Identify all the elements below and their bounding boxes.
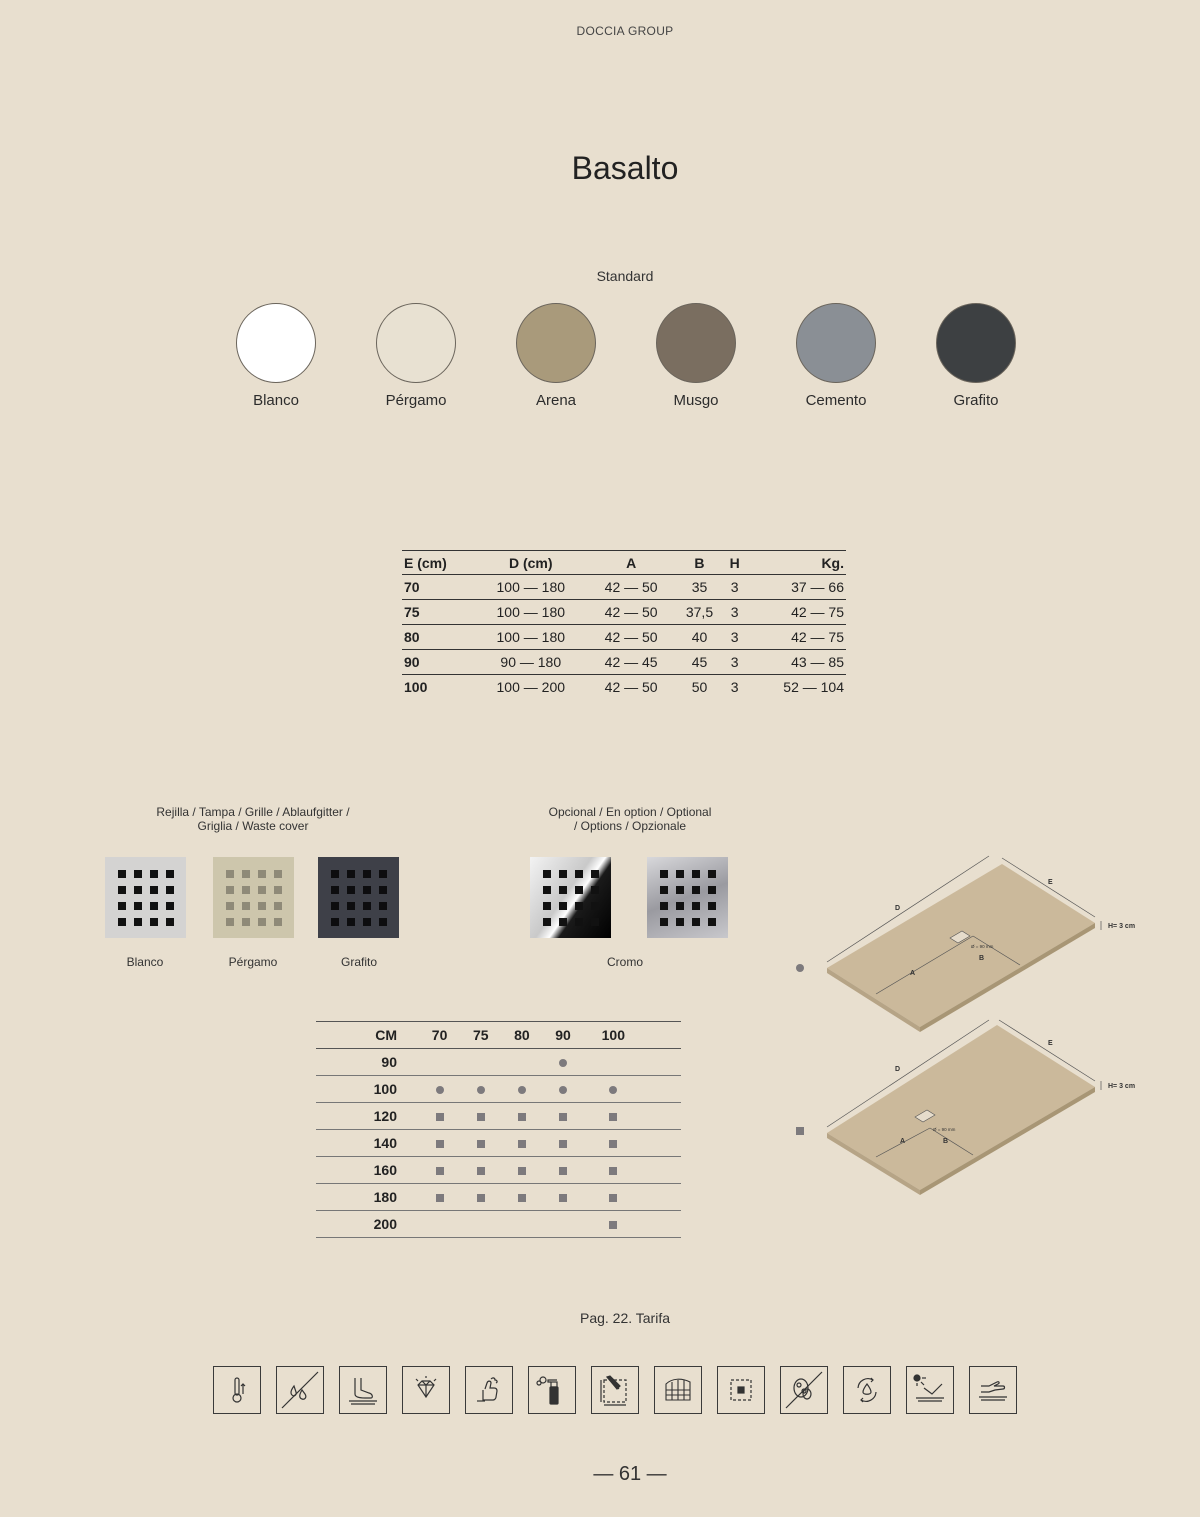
table-row [316,1049,681,1076]
grille-hole [150,918,158,926]
availability-cell [460,1157,501,1184]
col-header: H [724,551,746,575]
square-marker [436,1113,444,1121]
grille-hole [363,918,371,926]
label-a: A [900,1138,906,1145]
grille-hole [660,902,668,910]
grille-hole [575,918,583,926]
row-label: 140 [316,1130,419,1157]
availability-cell [460,1130,501,1157]
dot-marker [796,964,804,972]
table-row [316,1211,681,1238]
grille-hole [379,870,387,878]
grille-pergamo [213,857,294,938]
swatch-name: Blanco [253,392,299,409]
page-number: — 61 — [593,1463,667,1485]
availability-cell [542,1184,583,1211]
label-h: H= 3 cm [1108,1083,1136,1090]
grille-hole [591,870,599,878]
col-header: 90 [542,1022,583,1049]
col-header: 80 [501,1022,542,1049]
grille-name: Pérgamo [228,955,278,969]
square-marker [518,1140,526,1148]
grille-hole [347,870,355,878]
grille-hole [118,902,126,910]
availability-cell [460,1184,501,1211]
swatch-arena [486,303,626,409]
grille-hole [242,886,250,894]
grille-hole [363,902,371,910]
grille-header-line: Rejilla / Tampa / Grille / Ablaufgitter / [156,805,350,819]
cell: 75 [402,600,475,625]
cell: 3 [730,679,739,695]
swatch-name: Pérgamo [385,392,447,409]
availability-cell [584,1130,643,1157]
spacer-cell [643,1211,681,1238]
grille-hole [575,902,583,910]
col-header: D (cm) [475,551,587,575]
row-label: 200 [316,1211,419,1238]
availability-cell [542,1211,583,1238]
square-marker [559,1194,567,1202]
row-label: 180 [316,1184,419,1211]
grille-hole [676,870,684,878]
square-marker [559,1113,567,1121]
label-b: B [943,1138,949,1145]
availability-cell [419,1076,460,1103]
cell: 42 — 50 [587,625,675,650]
grille-hole [559,918,567,926]
square-marker [609,1194,617,1202]
color-dot [656,303,736,383]
availability-cell [542,1049,583,1076]
dot-marker [559,1059,567,1067]
optional-header-line: / Options / Opzionale [573,819,687,833]
recycle-drop-icon [843,1366,891,1414]
cell: 3 [724,650,746,675]
cutting-icon [591,1366,639,1414]
cell: 43 — 85 [746,650,846,675]
grille-hole [347,886,355,894]
grille-hole [150,886,158,894]
color-dot [516,303,596,383]
brand-name: DOCCIA GROUP [576,24,674,38]
col-header: 100 [584,1022,643,1049]
col-header: B [675,551,723,575]
grille-hole [258,870,266,878]
grille-hole [660,886,668,894]
grille-name: Cromo [606,955,643,969]
cell: 52 — 104 [783,679,844,695]
grille-hole [347,902,355,910]
grille-header-line: Griglia / Waste cover [197,819,309,833]
tray-top-1 [827,864,1095,1027]
availability-cell [584,1157,643,1184]
label-a: A [910,970,916,977]
uv-resistant-icon [906,1366,954,1414]
label-d: D [895,905,901,912]
grille-hole [134,902,142,910]
grille-hole [134,918,142,926]
optional-header [520,805,740,833]
availability-cell [460,1076,501,1103]
availability-cell [584,1184,643,1211]
spacer-cell [643,1130,681,1157]
color-dot [796,303,876,383]
grille-grafito [318,857,399,938]
swatch-name: Cemento [805,392,867,409]
swatch-blanco [206,303,346,409]
dot-marker [559,1086,567,1094]
grille-hole [258,902,266,910]
col-header: A [587,551,675,575]
cell: 100 — 180 [475,575,587,600]
grille-hole [708,870,716,878]
dot-marker [609,1086,617,1094]
spacer-cell [643,1103,681,1130]
availability-cell [542,1157,583,1184]
grille-hole [676,902,684,910]
cell: 70 [402,575,475,600]
cell: 35 [675,575,723,600]
grille-hole [676,886,684,894]
grille-hole [559,902,567,910]
feature-icons [213,1366,1017,1414]
table-header-row [402,551,846,575]
cell: 3 [724,600,746,625]
spacer-cell [643,1076,681,1103]
grille-cromo-2 [647,857,728,938]
col-header: Kg. [746,551,846,575]
availability-cell [419,1157,460,1184]
tray-diagram [790,850,1160,1210]
table-row [402,675,846,700]
grille-hole [575,870,583,878]
cell: 3 [724,575,746,600]
availability-cell [542,1076,583,1103]
grille-hole [347,918,355,926]
swatch-grafito [906,303,1046,409]
row-label: 160 [316,1157,419,1184]
grille-hole [274,870,282,878]
standard-label: Standard [596,268,654,284]
thermometer-icon [213,1366,261,1414]
table-row [316,1184,681,1211]
grille-hole [559,870,567,878]
availability-cell [584,1211,643,1238]
grille-hole [708,918,716,926]
grille-hole [118,886,126,894]
grille-hole [226,918,234,926]
col-header: E (cm) [402,551,475,575]
availability-cell [460,1049,501,1076]
cell: 37 — 66 [746,575,846,600]
grille-hole [363,870,371,878]
grille-hole [692,918,700,926]
spray-bottle-icon [528,1366,576,1414]
grille-hole [242,870,250,878]
square-marker [609,1140,617,1148]
spacer-cell [643,1049,681,1076]
grille-hole [226,886,234,894]
grille-hole [379,902,387,910]
availability-cell [460,1103,501,1130]
square-marker [609,1221,617,1229]
cell: 42 — 45 [587,650,675,675]
swatch-pergamo [346,303,486,409]
square-marker [609,1113,617,1121]
page-reference: Pag. 22. Tarifa [579,1310,671,1326]
table-row [316,1076,681,1103]
grille-header [130,805,376,833]
diamond-icon [402,1366,450,1414]
availability-cell [501,1076,542,1103]
grille-hole [543,870,551,878]
label-e: E [1048,1040,1053,1047]
swatch-name: Arena [535,392,577,409]
label-b: B [979,955,985,962]
square-marker [518,1194,526,1202]
cell: 80 [402,625,475,650]
square-marker [559,1140,567,1148]
grille-hole [134,886,142,894]
color-dot [936,303,1016,383]
availability-cell [501,1211,542,1238]
square-marker [477,1113,485,1121]
availability-cell [542,1130,583,1157]
swatch-cemento [766,303,906,409]
grille-hole [575,886,583,894]
grille-name: Grafito [340,955,377,969]
row-label: 100 [316,1076,419,1103]
swatch-musgo [626,303,766,409]
square-marker [609,1167,617,1175]
cell: 100 [404,679,428,695]
foot-icon [339,1366,387,1414]
grille-hole [258,918,266,926]
square-marker [436,1167,444,1175]
grille-hole [379,886,387,894]
grille-hole [331,870,339,878]
availability-cell [584,1076,643,1103]
page-title: Basalto [571,150,679,186]
square-marker [518,1167,526,1175]
grille-hole [258,886,266,894]
color-swatches [206,303,1046,409]
hand-touch-icon [969,1366,1017,1414]
grille-hole [242,918,250,926]
grille-hole [591,902,599,910]
row-label: 120 [316,1103,419,1130]
grille-hole [543,902,551,910]
grille-hole [708,886,716,894]
grille-hole [692,902,700,910]
grille-hole [274,918,282,926]
table-row [402,575,846,600]
grille-hole [559,886,567,894]
square-marker [477,1167,485,1175]
availability-cell [419,1049,460,1076]
cell: 42 — 50 [587,575,675,600]
grille-hole [150,870,158,878]
grille-hole [166,886,174,894]
grille-hole [543,886,551,894]
grille-hole [379,918,387,926]
grille-hole [331,902,339,910]
label-h: H= 3 cm [1108,923,1136,930]
availability-cell [460,1211,501,1238]
grille-hole [708,902,716,910]
cell: 42 — 75 [746,600,846,625]
dimensions-table [402,550,846,699]
label-drain: Ø = 90 mm [933,1127,956,1132]
grille-hole [166,918,174,926]
col-header: 75 [460,1022,501,1049]
grille-hole [274,886,282,894]
table-row [402,600,846,625]
cell: 100 — 180 [475,600,587,625]
cell: 42 — 50 [587,600,675,625]
swatch-name: Musgo [673,392,719,409]
square-marker [436,1140,444,1148]
label-d: D [895,1066,901,1073]
availability-cell [501,1049,542,1076]
square-marker [477,1140,485,1148]
spacer-cell [643,1184,681,1211]
cell: 100 — 180 [475,625,587,650]
availability-cell [501,1130,542,1157]
dot-marker [477,1086,485,1094]
grille-hole [150,902,158,910]
cell: 45 [675,650,723,675]
grille-hole [692,886,700,894]
color-palette-icon [654,1366,702,1414]
grille-hole [591,918,599,926]
cell: 37,5 [675,600,723,625]
cell: 90 [402,650,475,675]
square-marker [436,1194,444,1202]
cell: 90 — 180 [475,650,587,675]
grille-hole [118,870,126,878]
grille-hole [692,870,700,878]
availability-cell [419,1211,460,1238]
spacer-col [643,1022,681,1049]
color-dot [236,303,316,383]
grille-hole [331,886,339,894]
swatch-name: Grafito [953,392,999,409]
availability-cell [419,1184,460,1211]
label-e: E [1048,879,1053,886]
grille-hole [226,870,234,878]
grille-hole [166,870,174,878]
grille-blanco [105,857,186,938]
grille-hole [543,918,551,926]
cell: 50 [691,679,708,695]
availability-cell [584,1103,643,1130]
grille-hole [242,902,250,910]
availability-cell [419,1103,460,1130]
grille-hole [660,918,668,926]
grille-hole [166,902,174,910]
square-marker [477,1194,485,1202]
availability-cell [419,1130,460,1157]
cell: 42 — 75 [746,625,846,650]
dot-marker [436,1086,444,1094]
spacer-cell [643,1157,681,1184]
table-row [402,650,846,675]
table-row [316,1130,681,1157]
color-dot [376,303,456,383]
grille-hole [363,886,371,894]
tray-top-2 [827,1025,1095,1190]
no-water-drop-icon [276,1366,324,1414]
square-drain-icon [717,1366,765,1414]
table-row [402,625,846,650]
grille-name: Blanco [126,955,164,969]
dot-marker [518,1086,526,1094]
square-marker [559,1167,567,1175]
grille-cromo-1 [530,857,611,938]
no-bacteria-icon [780,1366,828,1414]
availability-cell [501,1184,542,1211]
optional-header-line: Opcional / En option / Optional [548,805,712,819]
grille-hole [134,870,142,878]
availability-cell [501,1103,542,1130]
row-label: 90 [316,1049,419,1076]
col-header: 70 [419,1022,460,1049]
availability-cell [542,1103,583,1130]
grille-hole [226,902,234,910]
col-header: CM [316,1022,419,1049]
availability-cell [501,1157,542,1184]
grille-hole [591,886,599,894]
thumbs-up-icon [465,1366,513,1414]
square-marker [796,1127,804,1135]
availability-table [316,1021,681,1238]
square-marker [518,1113,526,1121]
grille-hole [660,870,668,878]
grille-hole [118,918,126,926]
table-header-row [316,1022,681,1049]
table-row [316,1157,681,1184]
grille-hole [274,902,282,910]
cell: 42 — 50 [604,679,658,695]
cell: 40 [675,625,723,650]
cell: 3 [724,625,746,650]
label-drain: Ø = 90 mm [971,944,994,949]
grille-hole [676,918,684,926]
availability-cell [584,1049,643,1076]
table-row [316,1103,681,1130]
grille-hole [331,918,339,926]
cell: 100 — 200 [496,679,566,695]
